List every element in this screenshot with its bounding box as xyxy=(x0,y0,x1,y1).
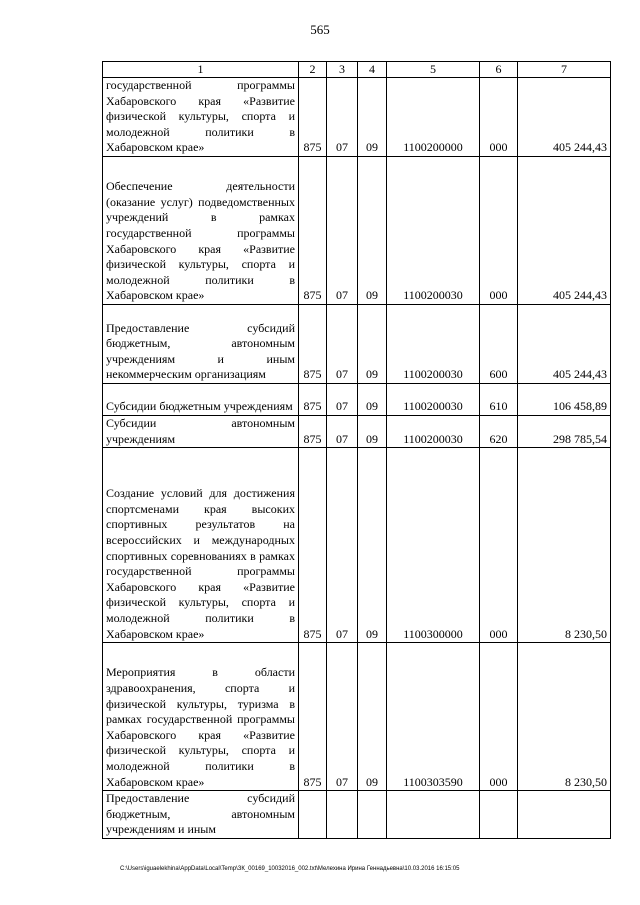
row-name: Создание условий для достижения спортсменами края высоких спортивных результатов на всероссийских и международных спортивных соревнованиях в рамках государственной программы Хабаровского края «Развитие физической культуры, спорта и молодежной политики в Хабаровском крае» xyxy=(103,448,299,643)
table-row xyxy=(103,643,611,791)
table-row xyxy=(103,448,611,643)
column-header: 7 xyxy=(518,62,611,78)
row-name: Обеспечение деятельности (оказание услуг) подведомственных учреждений в рамках государственной программы Хабаровского края «Развитие физической культуры, спорта и молодежной политики в Хабаровском крае» xyxy=(103,157,299,305)
row-name: Субсидии автономным учреждениям xyxy=(103,416,299,448)
row-name: Субсидии бюджетным учреждениям xyxy=(103,384,299,416)
cell-subsection: 09 xyxy=(358,157,387,305)
cell-amount: 405 244,43 xyxy=(518,78,611,157)
row-name: Предоставление субсидий бюджетным, автономным учреждениям и иным некоммерческим организациям xyxy=(103,305,299,384)
cell-target-article: 1100200000 xyxy=(387,78,480,157)
cell-amount: 106 458,89 xyxy=(518,384,611,416)
cell-amount: 405 244,43 xyxy=(518,157,611,305)
row-name: Мероприятия в области здравоохранения, спорта и физической культуры, туризма в рамках государственной программы Хабаровского края «Развитие физической культуры, спорта и молодежной политики в Хабаровском крае» xyxy=(103,643,299,791)
row-name: Предоставление субсидий бюджетным, автономным учреждениям и иным xyxy=(103,791,299,839)
cell-section: 07 xyxy=(327,157,358,305)
cell-amount: 8 230,50 xyxy=(518,643,611,791)
cell-target-article: 1100200030 xyxy=(387,157,480,305)
cell-subsection: 09 xyxy=(358,416,387,448)
cell-target-article xyxy=(387,791,480,839)
cell-subsection: 09 xyxy=(358,643,387,791)
cell-subsection: 09 xyxy=(358,448,387,643)
cell-expense-type: 000 xyxy=(480,157,518,305)
cell-subsection: 09 xyxy=(358,78,387,157)
cell-target-article: 1100200030 xyxy=(387,305,480,384)
cell-expense-type: 000 xyxy=(480,643,518,791)
cell-expense-type: 610 xyxy=(480,384,518,416)
cell-subsection xyxy=(358,791,387,839)
cell-ministry-code: 875 xyxy=(299,305,327,384)
column-header: 1 xyxy=(103,62,299,78)
cell-section: 07 xyxy=(327,448,358,643)
cell-ministry-code: 875 xyxy=(299,157,327,305)
cell-section: 07 xyxy=(327,384,358,416)
column-header: 4 xyxy=(358,62,387,78)
cell-ministry-code: 875 xyxy=(299,416,327,448)
table-row xyxy=(103,305,611,384)
column-header: 3 xyxy=(327,62,358,78)
column-header: 5 xyxy=(387,62,480,78)
cell-ministry-code: 875 xyxy=(299,643,327,791)
cell-ministry-code: 875 xyxy=(299,448,327,643)
page-number: 565 xyxy=(310,22,330,37)
table-row xyxy=(103,78,611,157)
cell-amount xyxy=(518,791,611,839)
table-row xyxy=(103,157,611,305)
cell-target-article: 1100200030 xyxy=(387,416,480,448)
cell-ministry-code: 875 xyxy=(299,384,327,416)
cell-section xyxy=(327,791,358,839)
table-row xyxy=(103,791,611,839)
header-row xyxy=(103,62,611,78)
budget-table xyxy=(102,61,611,839)
cell-expense-type: 000 xyxy=(480,448,518,643)
cell-section: 07 xyxy=(327,305,358,384)
cell-section: 07 xyxy=(327,416,358,448)
cell-expense-type xyxy=(480,791,518,839)
cell-amount: 298 785,54 xyxy=(518,416,611,448)
cell-subsection: 09 xyxy=(358,305,387,384)
cell-amount: 8 230,50 xyxy=(518,448,611,643)
file-path-footer: C:\Users\iguaelekhina\AppData\Local\Temp\ЗК_00169_10032016_002.txt\Мелехина Ирина Геннадьевна\10.03.2016 16:15:05 xyxy=(120,866,460,872)
cell-target-article: 1100303590 xyxy=(387,643,480,791)
table-row xyxy=(103,384,611,416)
cell-expense-type: 620 xyxy=(480,416,518,448)
cell-target-article: 1100200030 xyxy=(387,384,480,416)
cell-amount: 405 244,43 xyxy=(518,305,611,384)
cell-expense-type: 000 xyxy=(480,78,518,157)
cell-subsection: 09 xyxy=(358,384,387,416)
row-name: государственной программы Хабаровского края «Развитие физической культуры, спорта и молодежной политики в Хабаровском крае» xyxy=(103,78,299,157)
cell-expense-type: 600 xyxy=(480,305,518,384)
cell-ministry-code: 875 xyxy=(299,78,327,157)
cell-ministry-code xyxy=(299,791,327,839)
cell-section: 07 xyxy=(327,643,358,791)
column-header: 2 xyxy=(299,62,327,78)
cell-target-article: 1100300000 xyxy=(387,448,480,643)
column-header: 6 xyxy=(480,62,518,78)
table-row xyxy=(103,416,611,448)
cell-section: 07 xyxy=(327,78,358,157)
